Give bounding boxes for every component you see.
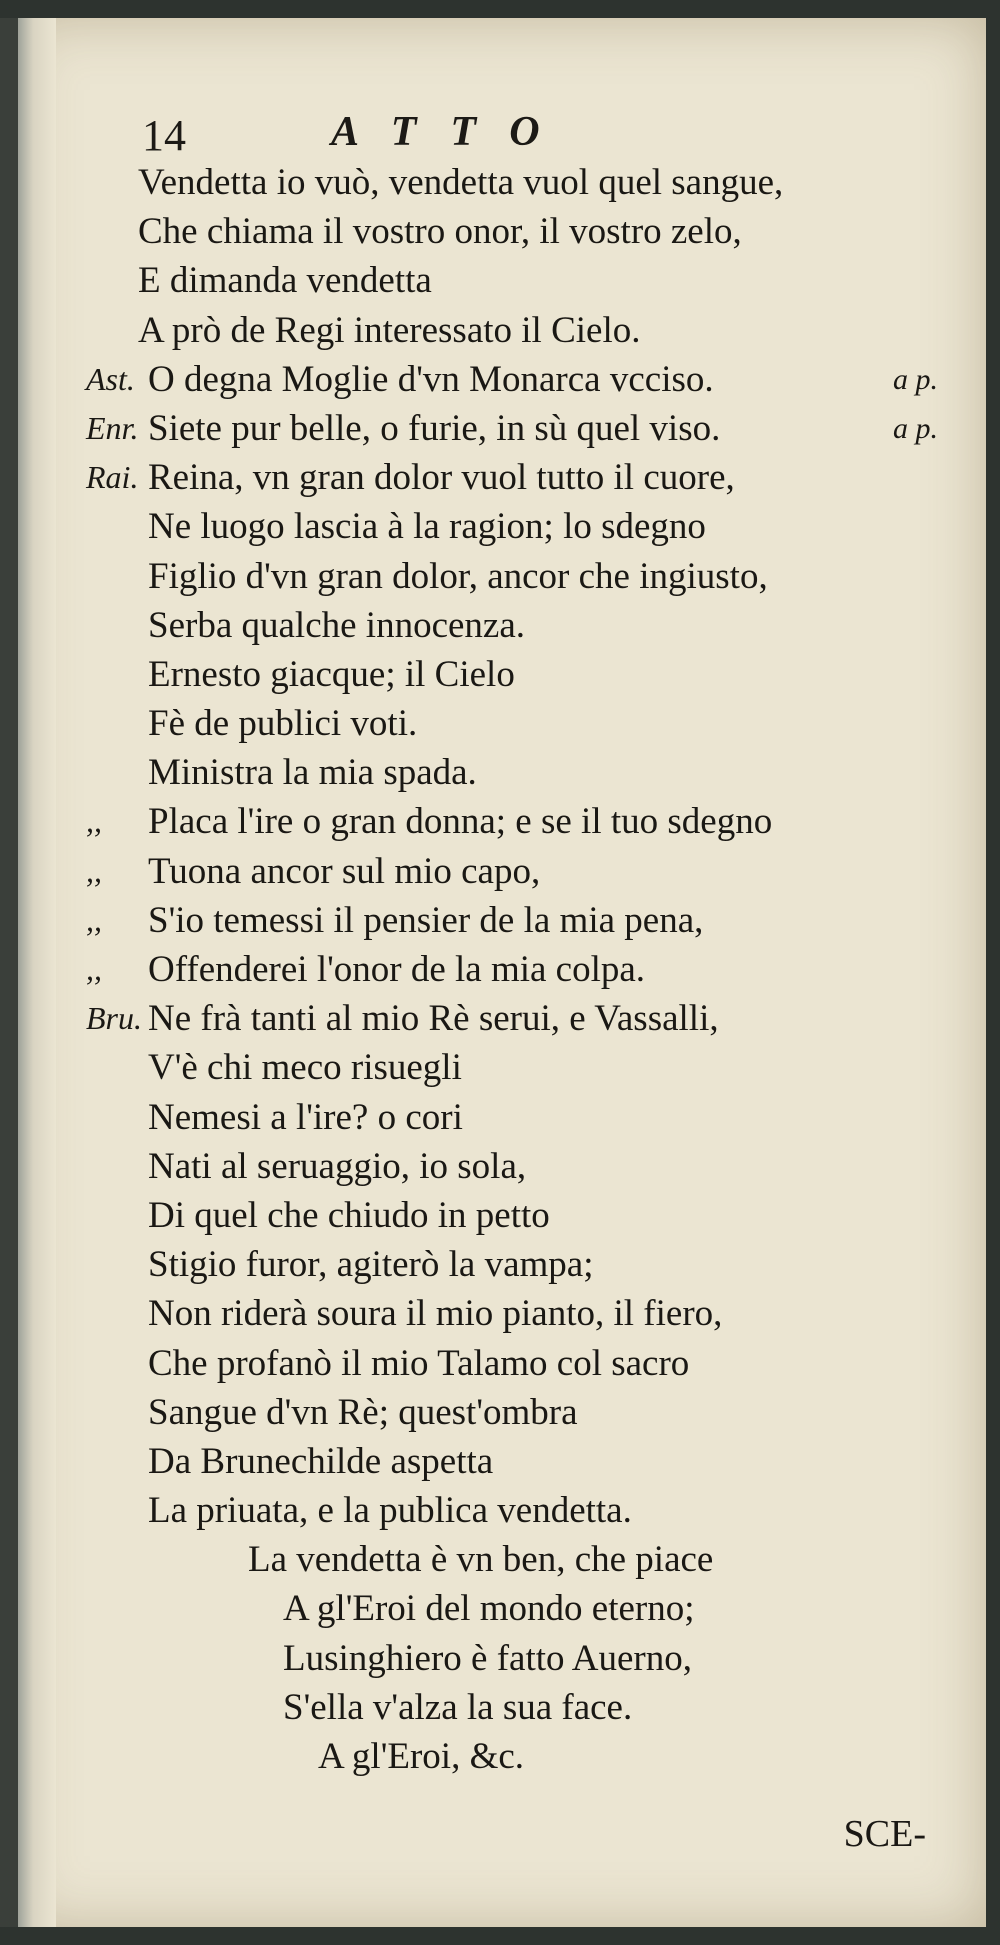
verse-line xyxy=(108,306,968,355)
verse-line xyxy=(108,1191,968,1240)
verse-line xyxy=(86,896,968,945)
line-text: Tuona ancor sul mio capo, xyxy=(148,850,541,892)
running-head: ATTO xyxy=(331,109,574,155)
speaker-label: Rai. xyxy=(86,459,139,496)
catchword: SCE- xyxy=(843,1813,926,1855)
verse-line xyxy=(86,847,968,896)
verse-line xyxy=(108,601,968,650)
line-text: Ne luogo lascia à la ragion; lo sdegno xyxy=(148,506,706,548)
line-text: Fè de publici voti. xyxy=(148,703,418,745)
line-text: Ne frà tanti al mio Rè serui, e Vassalli, xyxy=(148,998,719,1040)
line-text: Che profanò il mio Talamo col sacro xyxy=(148,1342,690,1384)
page-number: 14 xyxy=(142,111,186,160)
verse-line xyxy=(108,1093,968,1142)
stage-aside: a p. xyxy=(893,411,938,445)
page-gutter xyxy=(18,18,56,1928)
verse-line xyxy=(86,994,968,1043)
line-text: E dimanda vendetta xyxy=(138,260,432,302)
line-text: Lusinghiero è fatto Auerno, xyxy=(283,1637,692,1679)
speaker-label: ,, xyxy=(86,803,102,840)
verse-line xyxy=(108,1634,968,1683)
page-header xyxy=(126,100,926,160)
verse-line xyxy=(86,945,968,994)
scan-border-right xyxy=(986,0,1000,1945)
verse-line xyxy=(108,1240,968,1289)
speaker-label: Enr. xyxy=(86,409,139,446)
speaker-label: ,, xyxy=(86,951,102,987)
verse-line xyxy=(108,650,968,699)
line-text: Ministra la mia spada. xyxy=(148,752,477,794)
verse-line xyxy=(108,1486,968,1535)
verse-line xyxy=(108,1584,968,1633)
speaker-label: ,, xyxy=(86,901,102,938)
line-text: S'ella v'alza la sua face. xyxy=(283,1686,633,1728)
line-text: Di quel che chiudo in petto xyxy=(148,1194,550,1236)
line-text: Reina, vn gran dolor vuol tutto il cuore, xyxy=(148,457,735,499)
line-text: La vendetta è vn ben, che piace xyxy=(248,1539,714,1581)
verse-line xyxy=(108,1339,968,1388)
line-text: Stigio furor, agiterò la vampa; xyxy=(148,1244,594,1286)
line-text: Da Brunechilde aspetta xyxy=(148,1440,494,1482)
line-text: Non riderà soura il mio pianto, il fiero, xyxy=(148,1293,723,1335)
line-text: Offenderei l'onor de la mia colpa. xyxy=(148,949,646,990)
line-text: Figlio d'vn gran dolor, ancor che ingiusto, xyxy=(148,555,768,597)
verse-line xyxy=(108,256,968,305)
verse-line xyxy=(108,1683,968,1732)
line-text: Ernesto giacque; il Cielo xyxy=(148,653,515,695)
verse-line xyxy=(108,1289,968,1338)
verse-text xyxy=(86,158,968,1781)
line-text: A gl'Eroi, &c. xyxy=(318,1736,525,1777)
line-text: A gl'Eroi del mondo eterno; xyxy=(283,1588,695,1630)
line-text: Nemesi a l'ire? o cori xyxy=(148,1096,463,1138)
verse-line xyxy=(86,797,968,846)
speaker-label: Ast. xyxy=(86,360,135,397)
line-text: Vendetta io vuò, vendetta vuol quel sangue, xyxy=(138,162,784,203)
line-text: Siete pur belle, o furie, in sù quel viso. xyxy=(148,407,721,449)
speaker-label: ,, xyxy=(86,852,102,889)
verse-line xyxy=(108,207,968,256)
line-text: A prò de Regi interessato il Cielo. xyxy=(138,309,641,351)
verse-line xyxy=(108,1535,968,1584)
verse-line xyxy=(108,748,968,797)
scan-border-bottom xyxy=(0,1927,1000,1945)
verse-line xyxy=(108,1732,968,1781)
verse-line xyxy=(86,404,968,453)
speaker-label: Bru. xyxy=(86,1000,142,1037)
scan-border-top xyxy=(0,0,1000,18)
verse-line xyxy=(108,158,968,207)
stage-aside: a p. xyxy=(893,362,938,396)
line-text: S'io temessi il pensier de la mia pena, xyxy=(148,899,704,941)
line-text: O degna Moglie d'vn Monarca vcciso. xyxy=(148,358,714,400)
verse-line xyxy=(108,1142,968,1191)
verse-line xyxy=(86,453,968,502)
line-text: Serba qualche innocenza. xyxy=(148,604,526,646)
line-text: Nati al seruaggio, io sola, xyxy=(148,1145,527,1187)
book-page xyxy=(18,18,986,1928)
line-text: V'è chi meco risuegli xyxy=(148,1047,462,1089)
line-text: Che chiama il vostro onor, il vostro zelo, xyxy=(138,211,742,253)
verse-line xyxy=(108,1388,968,1437)
verse-line xyxy=(108,1043,968,1092)
verse-line xyxy=(108,502,968,551)
verse-line xyxy=(108,1437,968,1486)
verse-line xyxy=(108,552,968,601)
line-text: Placa l'ire o gran donna; e se il tuo sdegno xyxy=(148,801,773,843)
verse-line xyxy=(86,355,968,404)
verse-line xyxy=(108,699,968,748)
line-text: Sangue d'vn Rè; quest'ombra xyxy=(148,1391,578,1433)
line-text: La priuata, e la publica vendetta. xyxy=(148,1490,632,1532)
